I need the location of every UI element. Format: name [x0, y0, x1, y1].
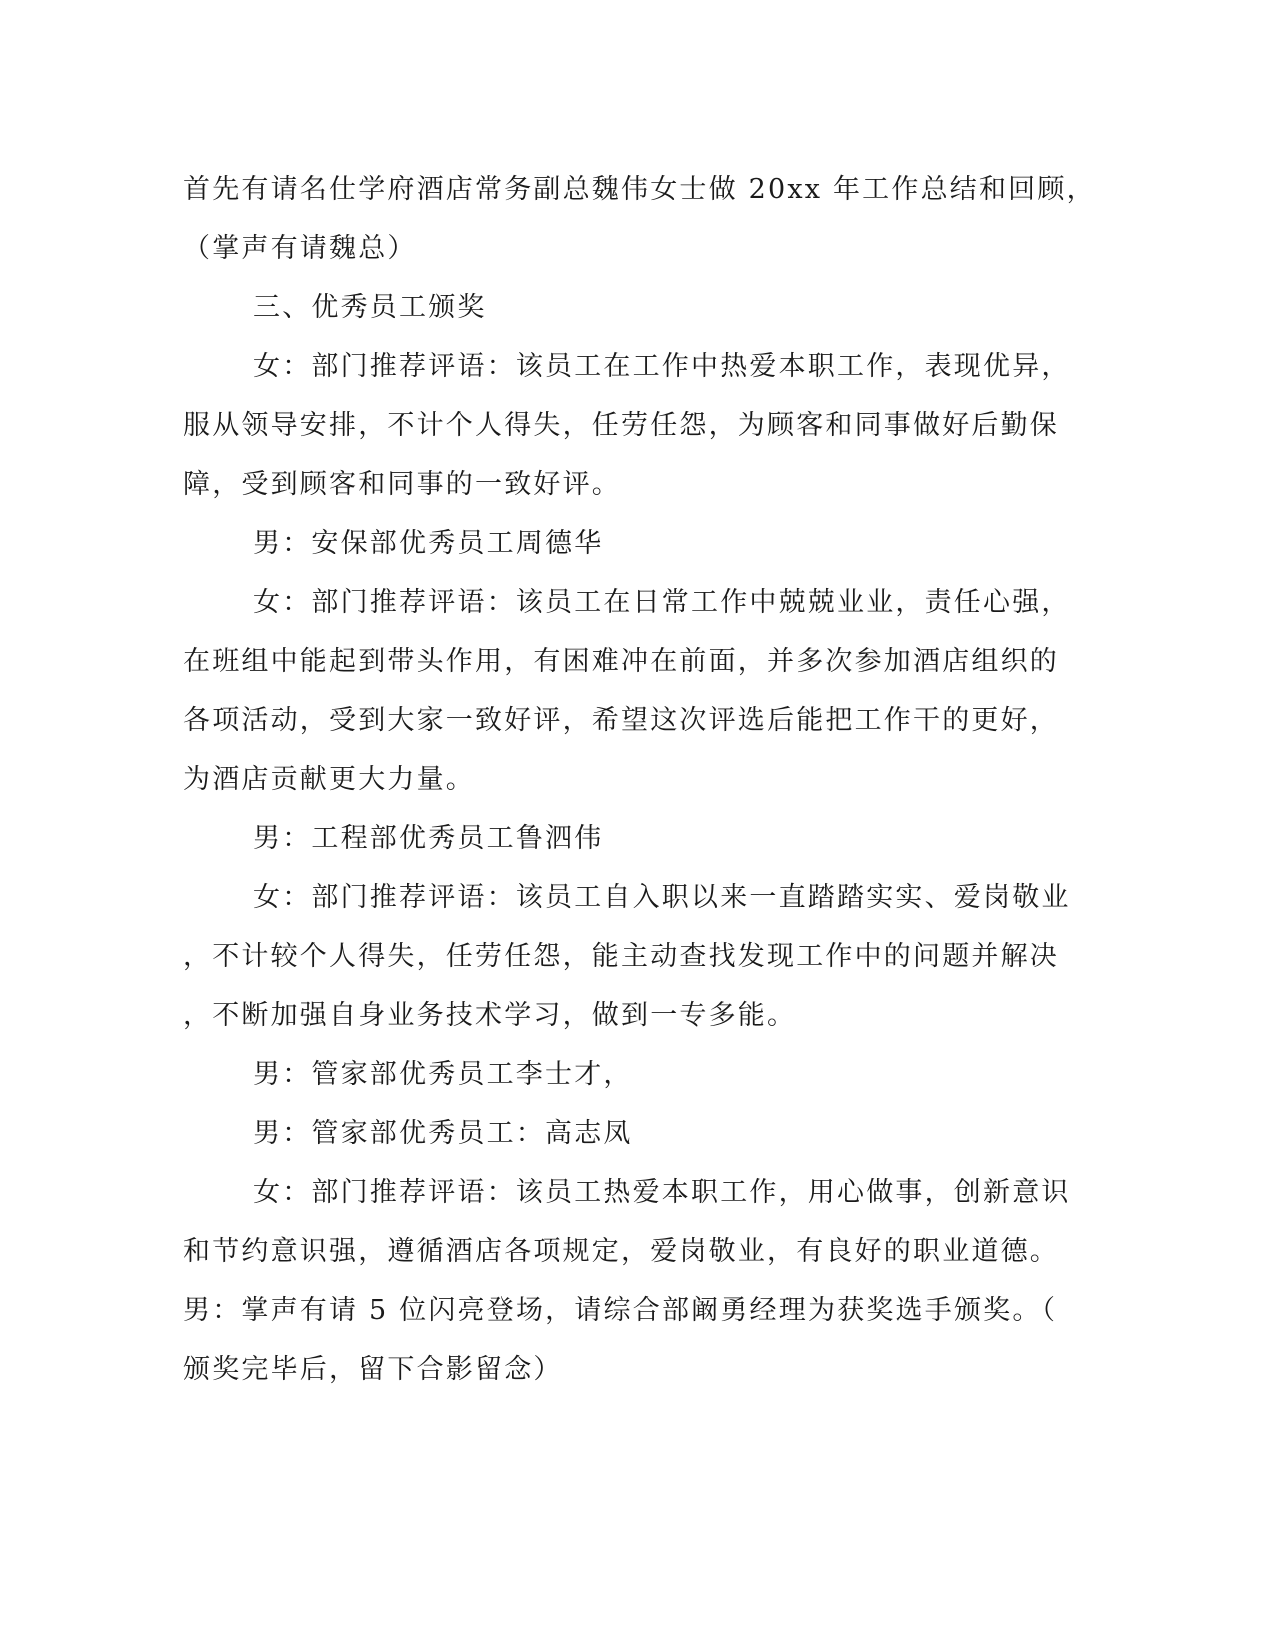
- text-line: ，不断加强自身业务技术学习，做到一专多能。: [183, 1000, 797, 1031]
- text-line: ，不计较个人得失，任劳任怨，能主动查找发现工作中的问题并解决: [183, 941, 1059, 972]
- text-line: 在班组中能起到带头作用，有困难冲在前面，并多次参加酒店组织的: [183, 646, 1059, 677]
- section-heading: 三、优秀员工颁奖: [253, 292, 487, 323]
- text-line: 男：安保部优秀员工周德华: [253, 528, 604, 559]
- text-line: 男：管家部优秀员工李士才，: [253, 1059, 633, 1090]
- text-line: 首先有请名仕学府酒店常务副总魏伟女士做 20xx 年工作总结和回顾，: [183, 174, 1096, 205]
- text-line: 女：部门推荐评语：该员工在日常工作中兢兢业业，责任心强，: [253, 587, 1071, 618]
- text-line: 女：部门推荐评语：该员工在工作中热爱本职工作，表现优异，: [253, 351, 1071, 382]
- text-line: 和节约意识强，遵循酒店各项规定，爱岗敬业，有良好的职业道德。: [183, 1236, 1059, 1267]
- body-text: [183, 160, 1096, 1399]
- text-line: 女：部门推荐评语：该员工热爱本职工作，用心做事，创新意识: [253, 1177, 1071, 1208]
- text-line: 男：管家部优秀员工：高志凤: [253, 1118, 633, 1149]
- text-line: 男：工程部优秀员工鲁泗伟: [253, 823, 604, 854]
- text-line: 障，受到顾客和同事的一致好评。: [183, 469, 621, 500]
- text-line: 男：掌声有请 5 位闪亮登场，请综合部阚勇经理为获奖选手颁奖。（: [183, 1295, 1058, 1326]
- text-line: 服从领导安排，不计个人得失，任劳任怨，为顾客和同事做好后勤保: [183, 410, 1059, 441]
- text-line: （掌声有请魏总）: [183, 233, 417, 264]
- text-line: 颁奖完毕后，留下合影留念）: [183, 1354, 563, 1385]
- text-line: 女：部门推荐评语：该员工自入职以来一直踏踏实实、爱岗敬业: [253, 882, 1071, 913]
- text-line: 为酒店贡献更大力量。: [183, 764, 475, 795]
- text-line: 各项活动，受到大家一致好评，希望这次评选后能把工作干的更好，: [183, 705, 1059, 736]
